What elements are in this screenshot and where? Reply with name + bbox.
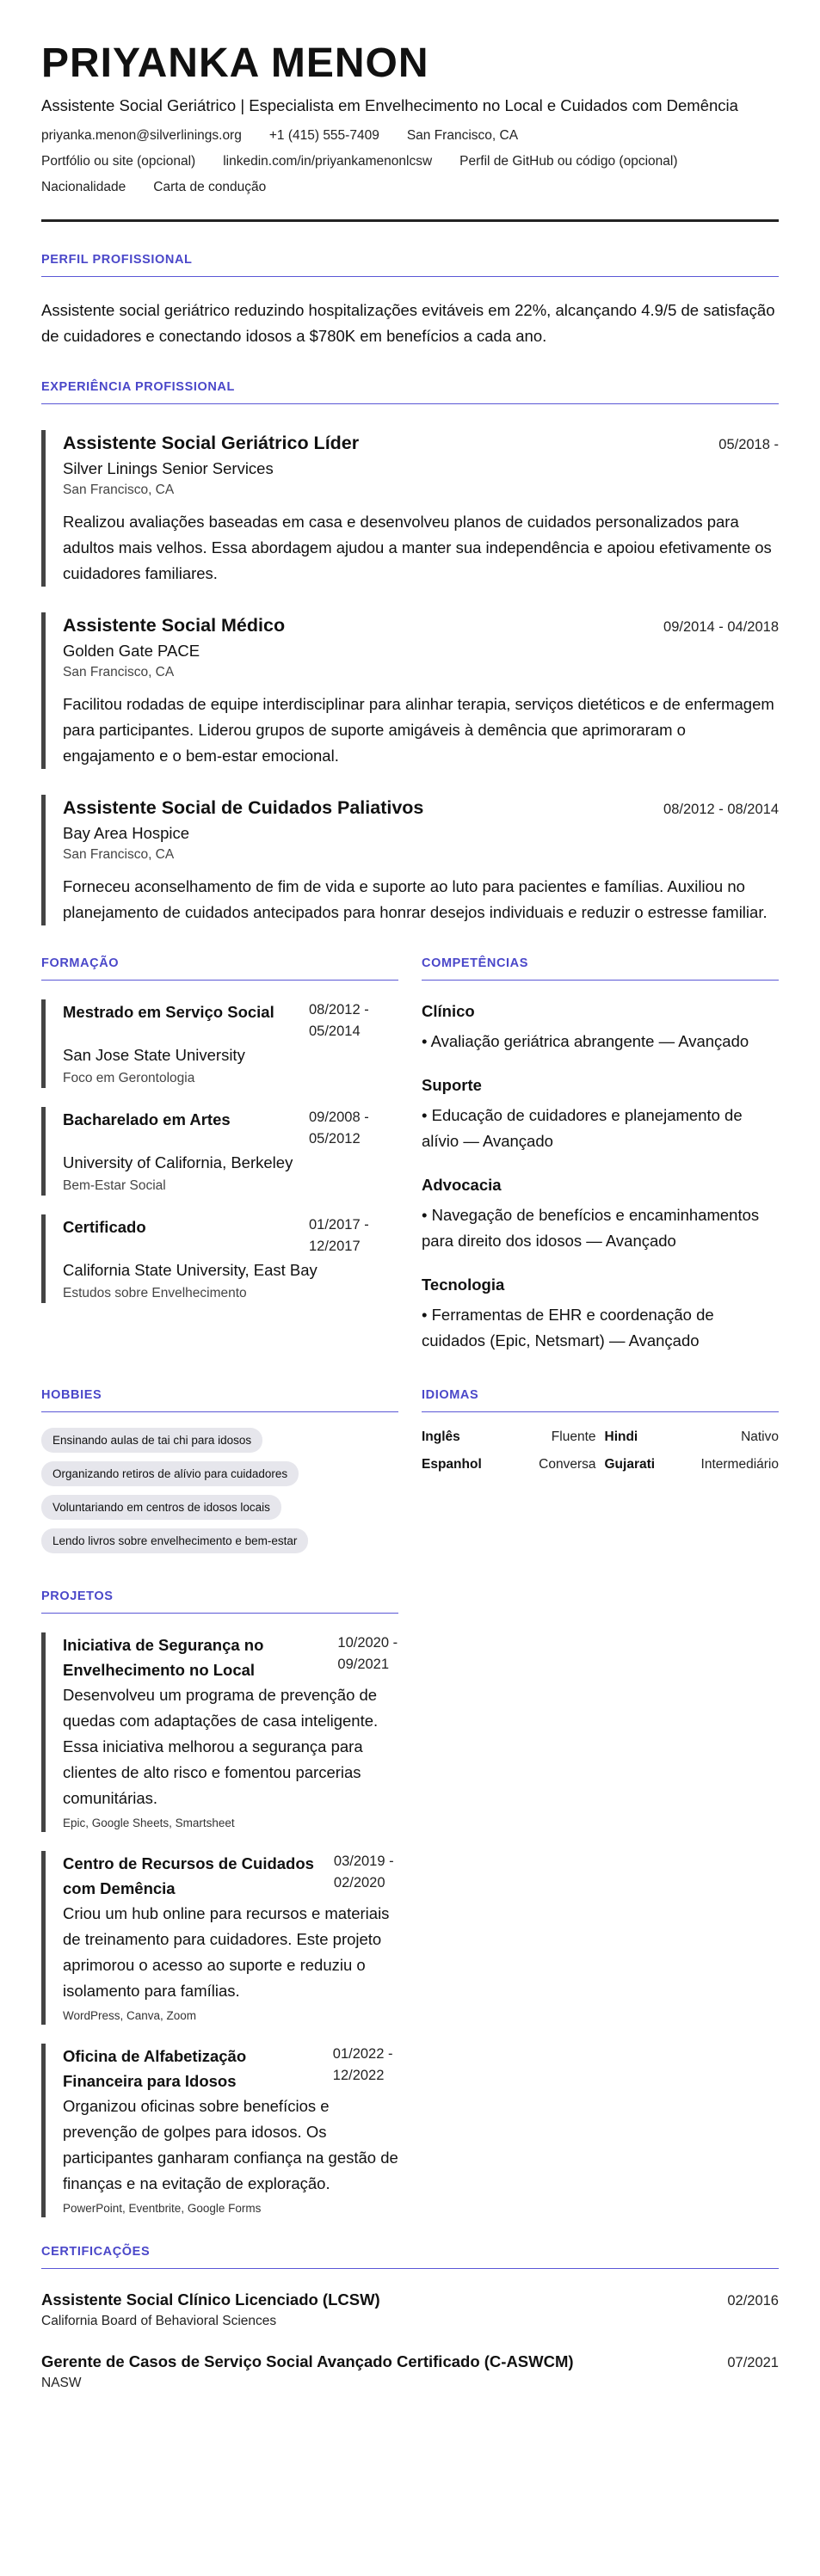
education-date: 08/2012 - 05/2014 [309,1002,369,1039]
project-entry [41,1851,398,2025]
certification-issuer: NASW [41,2376,82,2390]
project-description: Organizou oficinas sobre benefícios e prevenção de golpes para idosos. Os participantes ganharam confiança na gestão de finanças e na evitação de exploração. [63,2097,398,2192]
project-entry [41,2044,398,2217]
contact-portfolio[interactable]: Portfólio ou site (opcional) [41,154,196,169]
education-field: Estudos sobre Envelhecimento [63,1286,247,1300]
job-entry [41,612,779,769]
language-level: Fluente [551,1429,596,1444]
skill-category: Suporte [422,1076,482,1094]
hobby-tag: Voluntariando em centros de idosos locais [41,1495,281,1520]
section-title: PERFIL PROFISSIONAL [41,253,779,277]
contact-row [41,126,779,145]
project-description: Criou um hub online para recursos e materiais de treinamento para cuidadores. Este projeto aprimorou o acesso ao suporte e reduziu o isolamento para famílias. [63,1904,390,2000]
skill-item: • Educação de cuidadores e planejamento de alívio — Avançado [422,1106,743,1150]
job-title: Assistente Social de Cuidados Paliativos [63,797,424,818]
hobby-tags [41,1428,398,1562]
contact-row [41,152,779,171]
language-level: Conversa [539,1457,596,1472]
languages-section [422,1388,779,1562]
skill-category: Advocacia [422,1176,502,1194]
language-name: Inglês [422,1429,460,1444]
project-tools: Epic, Google Sheets, Smartsheet [63,1817,235,1829]
project-date: 10/2020 - 09/2021 [337,1635,398,1672]
section-title: HOBBIES [41,1388,398,1412]
skill-group [422,1273,779,1354]
job-date: 08/2012 - 08/2014 [663,802,779,817]
resume-header [41,41,779,222]
job-description: Realizou avaliações baseadas em casa e desenvolveu planos de cuidados personalizados para adultos mais velhos. Essa abordagem ajudou a manter sua independência e apoiou efetivamente os cuidadores familiares. [63,513,772,582]
education-field: Bem-Estar Social [63,1178,166,1193]
skill-item: • Ferramentas de EHR e coordenação de cuidados (Epic, Netsmart) — Avançado [422,1306,714,1349]
project-title: Iniciativa de Segurança no Envelhecimento no Local [63,1636,264,1679]
language-level: Intermediário [700,1457,779,1472]
hobbies-section [41,1388,398,1562]
skill-group [422,1173,779,1254]
contact-row [41,178,779,197]
contact-linkedin[interactable]: linkedin.com/in/priyankamenonlcsw [223,154,433,169]
education-degree: Certificado [63,1218,146,1236]
education-date: 01/2017 - 12/2017 [309,1217,369,1254]
language-name: Espanhol [422,1457,482,1472]
contact-email[interactable]: priyanka.menon@silverlinings.org [41,128,242,143]
skills-section [422,956,779,1354]
experience-section [41,380,779,925]
hobbies-languages-row [41,1388,779,1562]
hobby-tag: Organizando retiros de alívio para cuidadores [41,1461,299,1486]
education-school: San Jose State University [63,1046,245,1064]
certification-date: 07/2021 [727,2355,779,2370]
skill-category: Tecnologia [422,1276,505,1294]
certification-entry [41,2288,779,2331]
education-degree: Bacharelado em Artes [63,1110,231,1128]
project-tools: WordPress, Canva, Zoom [63,2009,197,2022]
job-date: 05/2018 - [718,437,779,452]
section-title: PROJETOS [41,1589,398,1614]
contact-github[interactable]: Perfil de GitHub ou código (opcional) [459,154,678,169]
job-entry [41,430,779,587]
education-field: Foco em Gerontologia [63,1071,195,1085]
certification-issuer: California Board of Behavioral Sciences [41,2314,277,2328]
education-section [41,956,398,1354]
language-item [605,1455,780,1474]
job-entry [41,795,779,925]
section-title: FORMAÇÃO [41,956,398,981]
language-level: Nativo [741,1429,779,1444]
language-item [422,1455,596,1474]
skill-item: • Navegação de benefícios e encaminhamentos para direito dos idosos — Avançado [422,1206,760,1250]
education-entry [41,1214,398,1303]
education-entry [41,999,398,1088]
skill-group [422,1073,779,1154]
skill-group [422,999,779,1054]
job-description: Facilitou rodadas de equipe interdisciplinar para alinhar terapia, serviços dietéticos e de enfermagem para participantes. Liderou grupos de suporte amigáveis à demência que aprimoraram o engajamento e o bem-estar emocional. [63,695,774,765]
section-title: EXPERIÊNCIA PROFISSIONAL [41,380,779,404]
projects-section [41,1589,398,2217]
contact-driving-license: Carta de condução [153,180,267,194]
job-location: San Francisco, CA [63,483,175,497]
project-date: 03/2019 - 02/2020 [333,1854,394,1891]
language-item [605,1428,780,1447]
language-item [422,1428,596,1447]
section-title: IDIOMAS [422,1388,779,1412]
summary-section [41,253,779,349]
education-entry [41,1107,398,1196]
job-description: Forneceu aconselhamento de fim de vida e suporte ao luto para pacientes e famílias. Auxiliou no planejamento de cuidados antecipados para honrar desejos individuais e reduzir o estresse familiar. [63,877,768,921]
project-title: Centro de Recursos de Cuidados com Demência [63,1854,314,1897]
contact-info [41,126,779,197]
language-name: Gujarati [604,1457,656,1472]
section-title: CERTIFICAÇÕES [41,2245,779,2269]
contact-location: San Francisco, CA [406,128,519,143]
job-title: Assistente Social Geriátrico Líder [63,433,360,453]
candidate-headline: Assistente Social Geriátrico | Especialista em Envelhecimento no Local e Cuidados com Demência [41,96,738,114]
hobby-tag: Lendo livros sobre envelhecimento e bem-estar [41,1528,308,1553]
project-tools: PowerPoint, Eventbrite, Google Forms [63,2202,262,2215]
education-school: University of California, Berkeley [63,1153,293,1171]
job-company: Bay Area Hospice [63,824,190,842]
language-grid [422,1428,779,1474]
contact-phone[interactable]: +1 (415) 555-7409 [268,128,379,143]
language-name: Hindi [604,1429,638,1444]
project-title: Oficina de Alfabetização Financeira para Idosos [63,2047,247,2090]
certification-title: Assistente Social Clínico Licenciado (LCSW) [41,2290,380,2309]
education-date: 09/2008 - 05/2012 [309,1110,369,1147]
summary-text: Assistente social geriátrico reduzindo hospitalizações evitáveis em 22%, alcançando 4.9/5 de satisfação de cuidadores e conectando idosos a $780K em benefícios a cada ano. [41,301,775,345]
certification-date: 02/2016 [727,2293,779,2309]
candidate-name: PRIYANKA MENON [41,40,429,86]
header-divider [41,219,779,222]
certifications-section [41,2245,779,2393]
contact-nationality: Nacionalidade [41,180,126,194]
education-skills-row [41,956,779,1354]
skill-category: Clínico [422,1002,475,1020]
project-description: Desenvolveu um programa de prevenção de quedas com adaptações de casa inteligente. Essa iniciativa melhorou a segurança para clientes de alto risco e fomentou parcerias comunitárias. [63,1686,379,1807]
certification-entry [41,2350,779,2393]
project-entry [41,1632,398,1832]
skill-item: • Avaliação geriátrica abrangente — Avançado [422,1032,749,1050]
certification-title: Gerente de Casos de Serviço Social Avançado Certificado (C-ASWCM) [41,2352,574,2370]
job-company: Silver Linings Senior Services [63,459,274,477]
job-location: San Francisco, CA [63,847,175,862]
hobby-tag: Ensinando aulas de tai chi para idosos [41,1428,262,1453]
education-school: California State University, East Bay [63,1261,318,1279]
job-company: Golden Gate PACE [63,642,200,660]
job-date: 09/2014 - 04/2018 [663,619,779,635]
job-title: Assistente Social Médico [63,615,286,636]
project-date: 01/2022 - 12/2022 [332,2046,393,2083]
job-location: San Francisco, CA [63,665,175,679]
section-title: COMPETÊNCIAS [422,956,779,981]
education-degree: Mestrado em Serviço Social [63,1003,274,1021]
